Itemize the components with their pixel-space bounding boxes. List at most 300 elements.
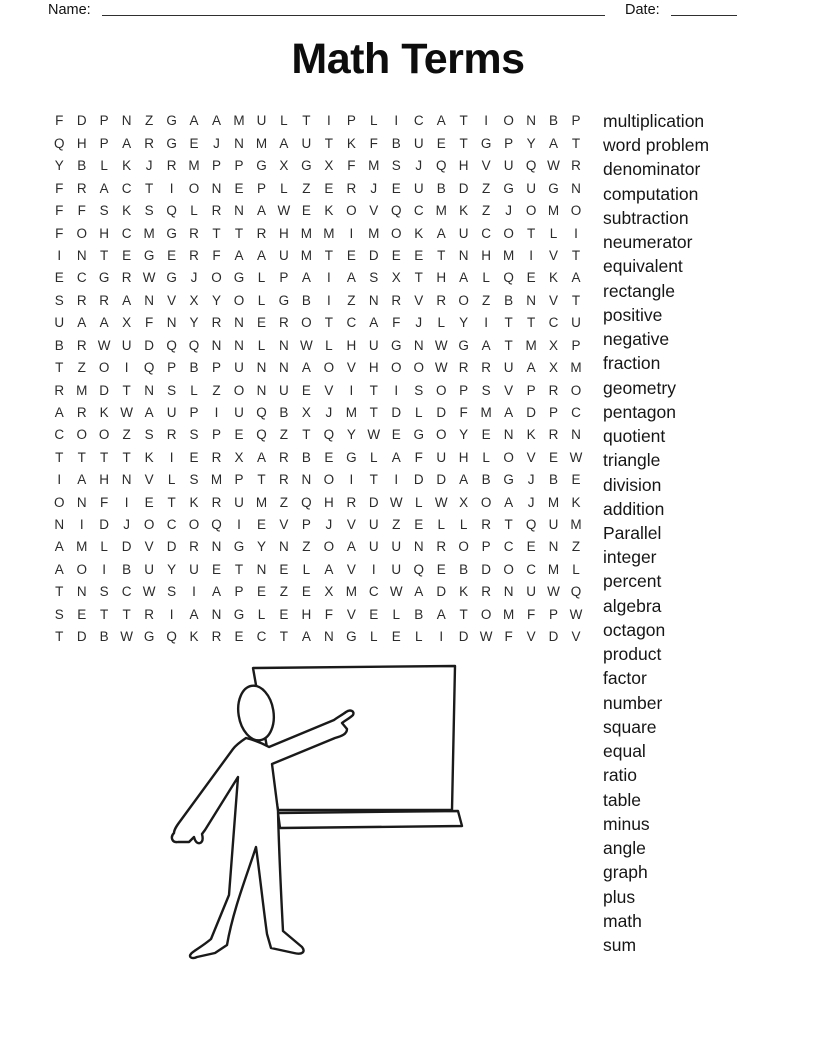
grid-letter: G bbox=[166, 135, 177, 151]
grid-letter: L bbox=[325, 337, 333, 353]
grid-letter: L bbox=[392, 606, 401, 622]
grid-letter: N bbox=[76, 494, 87, 510]
grid-letter: H bbox=[481, 247, 492, 263]
grid-letter: J bbox=[325, 517, 333, 533]
grid-letter: S bbox=[99, 203, 109, 219]
grid-letter: T bbox=[571, 135, 581, 151]
grid-letter: E bbox=[167, 247, 177, 263]
grid-letter: K bbox=[144, 449, 154, 465]
grid-letter: M bbox=[502, 606, 515, 622]
grid-letter: P bbox=[504, 135, 514, 151]
word-list-item: Parallel bbox=[603, 522, 662, 543]
word-list-item: triangle bbox=[603, 450, 661, 471]
grid-letter: T bbox=[459, 113, 468, 129]
grid-letter: G bbox=[143, 629, 155, 645]
grid-letter: R bbox=[189, 247, 199, 263]
grid-letter: V bbox=[414, 292, 424, 308]
word-list-item: pentagon bbox=[603, 401, 676, 422]
grid-letter: K bbox=[122, 203, 132, 219]
grid-letter: L bbox=[302, 561, 311, 577]
word-list-item: ratio bbox=[603, 765, 638, 786]
grid-letter: N bbox=[368, 292, 379, 308]
grid-letter: R bbox=[279, 315, 289, 331]
grid-letter: N bbox=[413, 539, 424, 555]
grid-letter: L bbox=[257, 270, 266, 286]
grid-letter: U bbox=[301, 135, 312, 151]
grid-letter: E bbox=[189, 135, 199, 151]
grid-letter: Z bbox=[302, 539, 311, 555]
grid-letter: W bbox=[389, 494, 403, 510]
grid-letter: T bbox=[144, 180, 154, 196]
grid-letter: V bbox=[526, 449, 536, 465]
grid-letter: L bbox=[257, 337, 266, 353]
grid-letter: P bbox=[99, 135, 109, 151]
grid-letter: J bbox=[145, 158, 153, 174]
grid-letter: X bbox=[459, 494, 469, 510]
grid-letter: A bbox=[189, 606, 199, 622]
grid-letter: D bbox=[436, 584, 447, 600]
word-list-item: computation bbox=[603, 183, 699, 204]
grid-letter: U bbox=[391, 539, 402, 555]
grid-letter: P bbox=[256, 180, 266, 196]
grid-letter: G bbox=[166, 113, 177, 129]
grid-letter: Q bbox=[301, 494, 312, 510]
grid-letter: I bbox=[57, 247, 62, 263]
grid-letter: S bbox=[189, 472, 199, 488]
grid-letter: Q bbox=[525, 517, 537, 533]
grid-letter: J bbox=[213, 135, 220, 151]
grid-letter: Q bbox=[323, 427, 335, 443]
grid-letter: V bbox=[167, 292, 177, 308]
grid-letter: U bbox=[234, 494, 244, 510]
grid-letter: B bbox=[504, 292, 514, 308]
grid-letter: A bbox=[256, 247, 266, 263]
grid-letter: U bbox=[413, 135, 424, 151]
grid-letter: N bbox=[256, 360, 267, 376]
grid-letter: E bbox=[301, 203, 311, 219]
grid-letter: A bbox=[324, 561, 334, 577]
grid-letter: I bbox=[394, 472, 399, 488]
grid-letter: R bbox=[211, 203, 222, 219]
grid-letter: Z bbox=[122, 427, 131, 443]
grid-letter: J bbox=[505, 203, 512, 219]
grid-letter: G bbox=[98, 270, 110, 286]
grid-letter: P bbox=[212, 427, 222, 443]
grid-letter: A bbox=[504, 494, 514, 510]
grid-letter: R bbox=[548, 427, 559, 443]
grid-letter: O bbox=[98, 360, 110, 376]
grid-letter: N bbox=[256, 561, 267, 577]
grid-letter: Y bbox=[526, 135, 536, 151]
grid-letter: T bbox=[324, 135, 333, 151]
grid-letter: O bbox=[323, 360, 335, 376]
grid-letter: H bbox=[368, 360, 379, 376]
grid-letter: L bbox=[190, 382, 198, 398]
grid-letter: O bbox=[413, 360, 424, 376]
grid-letter: L bbox=[437, 315, 445, 331]
grid-letter: E bbox=[256, 517, 266, 533]
grid-letter: W bbox=[142, 270, 156, 286]
grid-letter: J bbox=[190, 270, 198, 286]
grid-letter: N bbox=[413, 337, 424, 353]
grid-letter: R bbox=[99, 292, 110, 308]
grid-letter: O bbox=[391, 360, 402, 376]
grid-letter: D bbox=[166, 539, 177, 555]
word-list-item: equivalent bbox=[603, 256, 683, 277]
grid-letter: A bbox=[459, 270, 469, 286]
grid-letter: E bbox=[144, 494, 154, 510]
grid-letter: C bbox=[503, 539, 514, 555]
grid-letter: A bbox=[346, 270, 356, 286]
word-list-item: geometry bbox=[603, 377, 676, 398]
grid-letter: N bbox=[234, 337, 244, 353]
grid-letter: E bbox=[256, 315, 266, 331]
grid-letter: S bbox=[167, 584, 177, 600]
grid-letter: R bbox=[436, 539, 447, 555]
grid-letter: D bbox=[144, 337, 154, 353]
grid-letter: U bbox=[458, 225, 469, 241]
grid-letter: M bbox=[300, 247, 313, 263]
grid-letter: A bbox=[459, 472, 469, 488]
grid-letter: T bbox=[77, 449, 86, 465]
grid-letter: N bbox=[121, 113, 132, 129]
grid-letter: J bbox=[325, 404, 333, 420]
grid-letter: I bbox=[214, 404, 219, 420]
grid-letter: X bbox=[391, 270, 401, 286]
grid-letter: K bbox=[459, 203, 469, 219]
grid-letter: Q bbox=[435, 158, 447, 174]
grid-letter: O bbox=[98, 427, 110, 443]
grid-letter: Z bbox=[392, 517, 401, 533]
grid-letter: T bbox=[234, 225, 244, 241]
grid-letter: B bbox=[189, 360, 199, 376]
grid-letter: I bbox=[169, 180, 174, 196]
grid-letter: L bbox=[370, 113, 378, 129]
grid-letter: S bbox=[54, 292, 64, 308]
grid-letter: H bbox=[458, 158, 469, 174]
grid-letter: Z bbox=[279, 427, 289, 443]
grid-letter: H bbox=[301, 606, 312, 622]
whiteboard bbox=[253, 666, 455, 810]
grid-letter: T bbox=[504, 315, 513, 331]
word-list-item: square bbox=[603, 716, 657, 737]
grid-letter: D bbox=[481, 561, 492, 577]
grid-letter: G bbox=[166, 270, 177, 286]
grid-letter: O bbox=[233, 382, 245, 398]
grid-letter: Q bbox=[503, 270, 514, 286]
grid-letter: T bbox=[279, 629, 289, 645]
grid-letter: T bbox=[100, 449, 109, 465]
grid-letter: B bbox=[77, 158, 87, 174]
grid-letter: W bbox=[434, 494, 448, 510]
grid-letter: B bbox=[549, 472, 559, 488]
grid-letter: I bbox=[326, 270, 331, 286]
word-list-item: quotient bbox=[603, 426, 666, 447]
grid-letter: E bbox=[526, 270, 536, 286]
grid-letter: L bbox=[257, 292, 266, 308]
grid-letter: F bbox=[369, 135, 378, 151]
grid-letter: W bbox=[434, 360, 448, 376]
grid-letter: C bbox=[346, 315, 357, 331]
grid-letter: E bbox=[301, 382, 311, 398]
grid-letter: N bbox=[54, 517, 65, 533]
word-list-item: integer bbox=[603, 547, 657, 568]
grid-letter: S bbox=[167, 382, 177, 398]
grid-letter: R bbox=[571, 158, 581, 174]
grid-letter: E bbox=[391, 180, 401, 196]
grid-letter: X bbox=[301, 404, 311, 420]
whiteboard-ledge bbox=[278, 811, 462, 828]
grid-letter: E bbox=[481, 427, 491, 443]
grid-letter: T bbox=[369, 404, 378, 420]
grid-letter: Q bbox=[256, 404, 267, 420]
grid-letter: T bbox=[302, 113, 311, 129]
grid-letter: B bbox=[436, 180, 446, 196]
grid-letter: T bbox=[459, 606, 468, 622]
grid-letter: R bbox=[144, 135, 154, 151]
grid-letter: L bbox=[572, 561, 580, 577]
grid-letter: B bbox=[301, 292, 311, 308]
grid-letter: M bbox=[502, 247, 515, 263]
grid-letter: B bbox=[122, 561, 132, 577]
grid-letter: G bbox=[346, 449, 357, 465]
grid-letter: M bbox=[143, 225, 155, 241]
grid-letter: L bbox=[482, 270, 490, 286]
grid-letter: M bbox=[76, 382, 88, 398]
grid-letter: E bbox=[279, 606, 289, 622]
grid-letter: R bbox=[189, 539, 199, 555]
grid-letter: D bbox=[436, 472, 447, 488]
grid-letter: O bbox=[323, 472, 335, 488]
grid-letter: O bbox=[76, 561, 87, 577]
grid-letter: M bbox=[188, 158, 200, 174]
grid-letter: A bbox=[54, 539, 64, 555]
grid-letter: N bbox=[279, 539, 289, 555]
grid-letter: X bbox=[324, 158, 334, 174]
grid-letter: Q bbox=[188, 337, 200, 353]
grid-letter: C bbox=[76, 270, 87, 286]
grid-letter: O bbox=[503, 561, 514, 577]
grid-letter: K bbox=[571, 494, 581, 510]
grid-letter: A bbox=[301, 270, 311, 286]
grid-letter: H bbox=[458, 449, 469, 465]
grid-letter: Z bbox=[279, 494, 289, 510]
grid-letter: Z bbox=[482, 292, 491, 308]
grid-letter: Y bbox=[256, 539, 266, 555]
grid-letter: T bbox=[167, 494, 176, 510]
grid-letter: N bbox=[76, 584, 87, 600]
grid-letter: A bbox=[436, 113, 446, 129]
grid-letter: K bbox=[549, 270, 559, 286]
grid-letter: N bbox=[211, 180, 222, 196]
grid-letter: U bbox=[368, 539, 379, 555]
grid-letter: P bbox=[549, 404, 559, 420]
grid-letter: Z bbox=[144, 113, 154, 129]
grid-letter: T bbox=[437, 247, 446, 263]
grid-letter: A bbox=[256, 449, 266, 465]
grid-letter: N bbox=[166, 315, 177, 331]
date-blank-line bbox=[671, 0, 737, 16]
grid-letter: F bbox=[77, 203, 86, 219]
grid-letter: A bbox=[571, 270, 581, 286]
grid-letter: C bbox=[413, 203, 424, 219]
grid-letter: G bbox=[503, 180, 514, 196]
grid-letter: Z bbox=[347, 292, 356, 308]
grid-letter: O bbox=[570, 382, 582, 398]
grid-letter: V bbox=[504, 382, 514, 398]
grid-letter: X bbox=[122, 315, 132, 331]
grid-letter: E bbox=[549, 449, 559, 465]
grid-letter: E bbox=[279, 561, 289, 577]
grid-letter: N bbox=[571, 180, 581, 196]
grid-letter: K bbox=[189, 629, 199, 645]
grid-letter: Y bbox=[459, 315, 469, 331]
grid-letter: F bbox=[324, 606, 333, 622]
grid-letter: I bbox=[371, 561, 376, 577]
grid-letter: J bbox=[415, 158, 423, 174]
grid-letter: A bbox=[549, 135, 559, 151]
grid-letter: X bbox=[279, 158, 289, 174]
grid-letter: R bbox=[76, 180, 87, 196]
grid-letter: O bbox=[458, 539, 469, 555]
grid-letter: S bbox=[144, 203, 154, 219]
grid-letter: M bbox=[255, 135, 268, 151]
grid-letter: V bbox=[144, 472, 154, 488]
grid-letter: K bbox=[189, 494, 199, 510]
grid-letter: A bbox=[189, 113, 199, 129]
grid-letter: R bbox=[279, 472, 289, 488]
grid-letter: I bbox=[124, 360, 129, 376]
grid-letter: T bbox=[55, 584, 64, 600]
grid-letter: T bbox=[459, 135, 468, 151]
grid-letter: B bbox=[549, 113, 559, 129]
grid-letter: M bbox=[233, 113, 245, 129]
grid-letter: L bbox=[459, 517, 468, 533]
grid-letter: L bbox=[167, 472, 176, 488]
grid-letter: L bbox=[414, 494, 423, 510]
grid-letter: Q bbox=[570, 584, 582, 600]
word-list-item: word problem bbox=[603, 135, 710, 156]
grid-letter: K bbox=[526, 427, 536, 443]
grid-letter: N bbox=[211, 337, 222, 353]
grid-letter: P bbox=[234, 584, 244, 600]
grid-letter: T bbox=[504, 517, 513, 533]
grid-letter: A bbox=[481, 337, 491, 353]
grid-letter: D bbox=[368, 494, 379, 510]
grid-letter: R bbox=[346, 494, 357, 510]
grid-letter: A bbox=[77, 472, 87, 488]
grid-letter: T bbox=[122, 606, 131, 622]
word-list-item: number bbox=[603, 692, 663, 713]
grid-letter: D bbox=[548, 629, 559, 645]
grid-letter: S bbox=[391, 158, 401, 174]
grid-letter: R bbox=[458, 360, 469, 376]
grid-letter: C bbox=[121, 584, 132, 600]
grid-letter: R bbox=[391, 292, 402, 308]
grid-letter: L bbox=[280, 180, 288, 196]
grid-letter: T bbox=[100, 606, 109, 622]
grid-letter: P bbox=[99, 113, 109, 129]
grid-letter: O bbox=[76, 427, 87, 443]
grid-letter: Q bbox=[525, 158, 537, 174]
grid-letter: N bbox=[526, 113, 536, 129]
grid-letter: Z bbox=[571, 539, 581, 555]
grid-letter: G bbox=[480, 135, 492, 151]
grid-letter: F bbox=[347, 158, 356, 174]
grid-letter: A bbox=[77, 315, 87, 331]
word-list-item: rectangle bbox=[603, 280, 675, 301]
grid-letter: I bbox=[484, 315, 489, 331]
word-list-item: fraction bbox=[603, 353, 661, 374]
grid-letter: D bbox=[99, 517, 110, 533]
grid-letter: I bbox=[394, 113, 399, 129]
grid-letter: E bbox=[234, 629, 244, 645]
grid-letter: M bbox=[547, 494, 560, 510]
grid-letter: V bbox=[324, 382, 334, 398]
word-list-item: sum bbox=[603, 934, 637, 955]
grid-letter: P bbox=[301, 517, 311, 533]
word-list-item: addition bbox=[603, 498, 665, 519]
grid-letter: U bbox=[279, 247, 289, 263]
grid-letter: P bbox=[571, 113, 581, 129]
grid-letter: L bbox=[257, 606, 266, 622]
grid-letter: U bbox=[368, 517, 379, 533]
page-title: Math Terms bbox=[291, 35, 525, 83]
grid-letter: R bbox=[54, 382, 65, 398]
grid-letter: O bbox=[525, 203, 537, 219]
grid-letter: M bbox=[525, 337, 537, 353]
grid-letter: O bbox=[346, 203, 357, 219]
grid-letter: U bbox=[166, 404, 177, 420]
grid-letter: R bbox=[548, 382, 559, 398]
grid-letter: R bbox=[166, 427, 177, 443]
grid-letter: G bbox=[166, 225, 177, 241]
grid-letter: M bbox=[345, 584, 357, 600]
grid-letter: M bbox=[547, 561, 560, 577]
grid-letter: K bbox=[459, 584, 469, 600]
grid-letter: V bbox=[346, 561, 356, 577]
grid-letter: Y bbox=[167, 561, 177, 577]
grid-letter: W bbox=[97, 337, 111, 353]
grid-letter: E bbox=[301, 584, 311, 600]
grid-letter: D bbox=[391, 404, 402, 420]
grid-letter: G bbox=[391, 337, 402, 353]
grid-letter: O bbox=[458, 292, 469, 308]
grid-letter: L bbox=[414, 404, 423, 420]
grid-letter: I bbox=[349, 382, 354, 398]
word-list-item: graph bbox=[603, 862, 648, 883]
grid-letter: E bbox=[77, 606, 87, 622]
grid-letter: M bbox=[368, 225, 380, 241]
grid-letter: E bbox=[391, 247, 401, 263]
grid-letter: T bbox=[526, 315, 536, 331]
grid-letter: T bbox=[100, 247, 109, 263]
grid-letter: S bbox=[189, 427, 199, 443]
grid-letter: R bbox=[76, 292, 87, 308]
grid-letter: W bbox=[569, 449, 583, 465]
grid-letter: W bbox=[389, 584, 403, 600]
grid-letter: N bbox=[76, 247, 87, 263]
word-list-item: table bbox=[603, 789, 641, 810]
grid-letter: G bbox=[256, 158, 267, 174]
grid-letter: G bbox=[143, 247, 155, 263]
grid-letter: W bbox=[547, 584, 560, 600]
grid-letter: H bbox=[323, 494, 334, 510]
word-list-item: algebra bbox=[603, 595, 662, 616]
grid-letter: D bbox=[368, 247, 379, 263]
grid-letter: O bbox=[391, 225, 402, 241]
grid-letter: P bbox=[526, 382, 536, 398]
